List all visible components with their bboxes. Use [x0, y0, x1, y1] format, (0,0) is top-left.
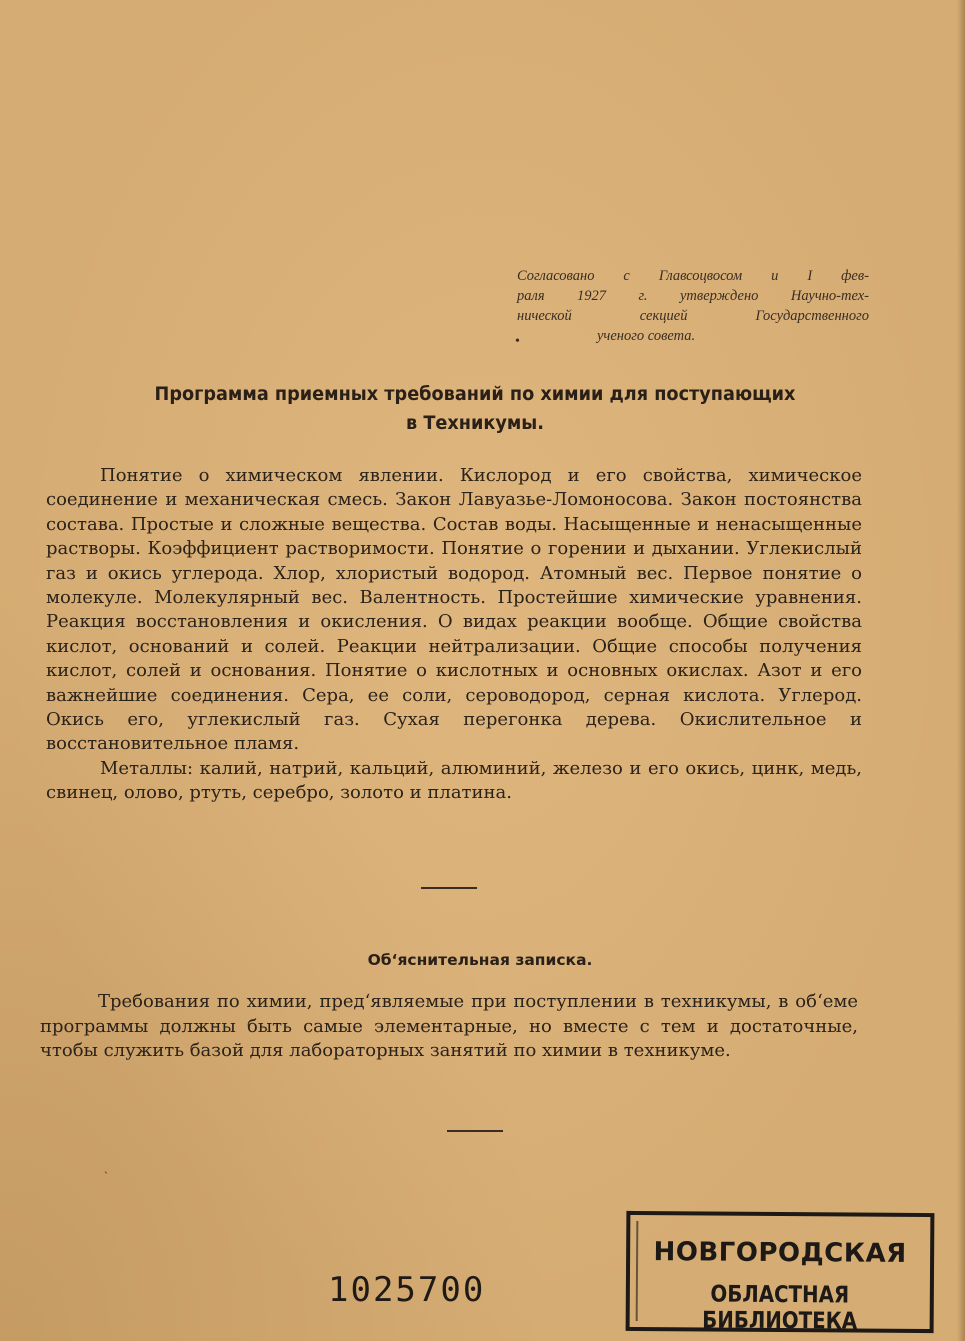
- program-paragraph: Металлы: калий, натрий, кальций, алюминий, железо и его окись, цинк, медь, свинец, олово, ртуть, серебро, золото и платина.: [46, 757, 862, 804]
- print-speck: ˎ: [104, 1160, 108, 1174]
- document-title: [89, 380, 861, 438]
- title-line-2: в Техникумы.: [405, 412, 545, 434]
- library-stamp: [626, 1211, 935, 1333]
- print-speck: •: [515, 334, 520, 349]
- inventory-number: 1025700: [328, 1270, 486, 1310]
- program-paragraph: Понятие о химическом явлении. Кислород и его свойства, химическое соединение и механическая смесь. Закон Лавуазье-Ломоносова. Закон постоянства состава. Простые и сложные вещества. Состав воды. Насыщенные и ненасыщенные растворы. Коэффициент растворимости. Понятие о горении и дыхании. Углекислый газ и окись углерода. Хлор, хлористый водород. Атомный вес. Первое понятие о молекуле. Молекулярный вес. Валентность. Простейшие химические уравнения. Реакция восстановления и окисления. О видах реакции вообще. Общие свойства кислот, оснований и солей. Реакции нейтрализации. Общие способы получения кислот, солей и основания. Понятие о кислотных и основных окислах. Азот и его важнейшие соединения. Сера, ее соли, сероводород, серная кислота. Углерод. Окись его, углекислый газ. Сухая перегонка дерева. Окислительное и восстановительное пламя.: [46, 465, 862, 755]
- approval-line: ученого совета.: [597, 328, 696, 344]
- section-divider: [447, 1130, 503, 1132]
- approval-line: раля 1927 г. утверждено Научно-тех-: [517, 288, 869, 304]
- page-edge-shadow: [957, 0, 965, 1341]
- approval-note: [515, 266, 869, 349]
- program-text: [46, 464, 862, 806]
- section-divider: [421, 887, 477, 889]
- approval-line: нической секцией Государственного: [517, 308, 869, 324]
- title-line-1: Программа приемных требований по химии для поступающих: [154, 383, 796, 405]
- stamp-line-2: ОБЛАСТНАЯ БИБЛИОТЕКА: [702, 1281, 858, 1335]
- explanatory-note-heading: Об‘яснительная записка.: [367, 951, 593, 969]
- explanatory-note-text: [40, 990, 858, 1064]
- approval-line: Согласовано с Главсоцвосом и I фев-: [517, 268, 869, 284]
- explanatory-note-paragraph: Требования по химии, пред‘являемые при поступлении в техникумы, в об‘еме программы должны быть самые элементарные, но вместе с тем и достаточные, чтобы служить базой для лабораторных занятий по химии в техникуме.: [40, 991, 858, 1061]
- stamp-line-1: НОВГОРОДСКАЯ: [653, 1237, 907, 1269]
